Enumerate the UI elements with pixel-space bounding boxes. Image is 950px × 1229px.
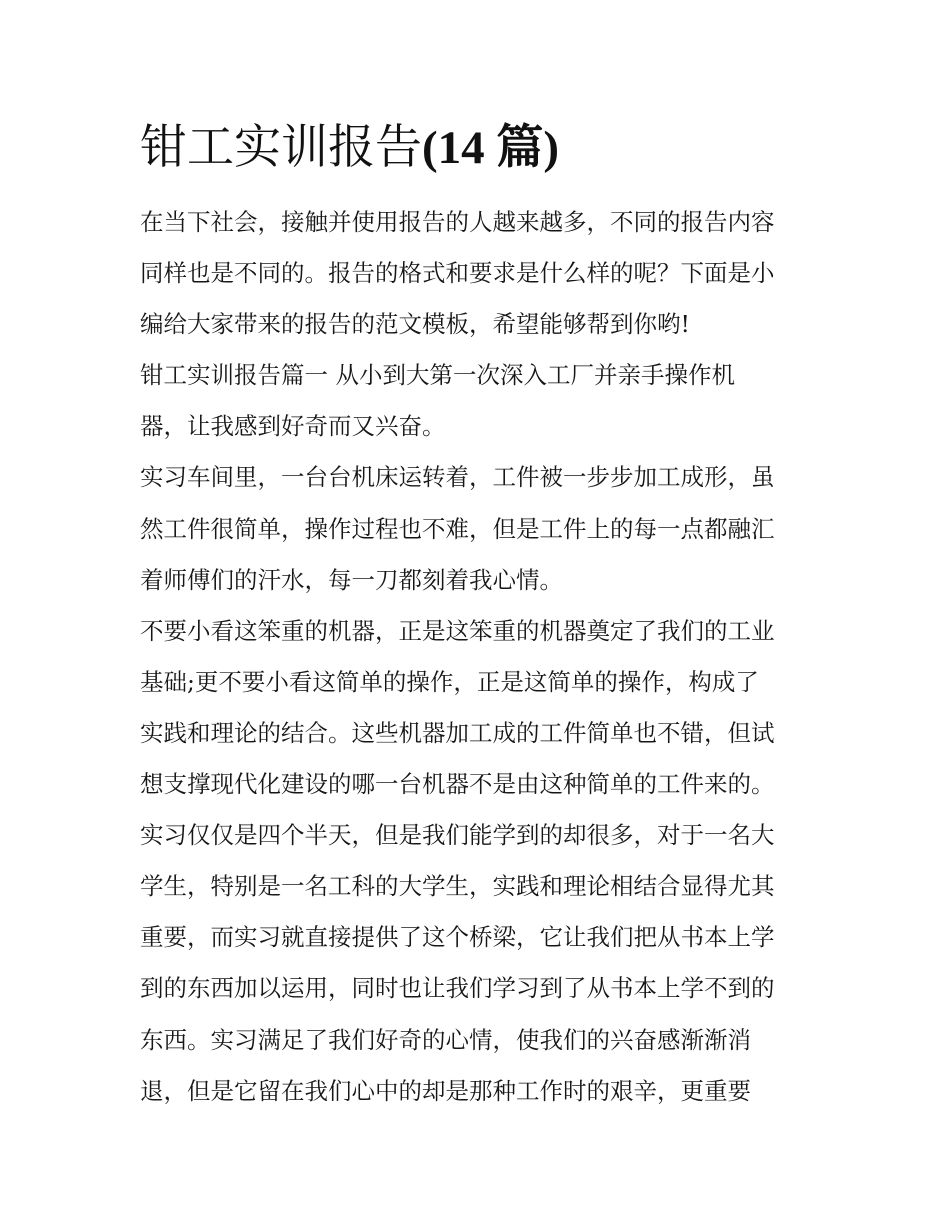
text-line: 基础;更不要小看这简单的操作，正是这简单的操作，构成了 [140, 667, 759, 696]
text-line: 实习仅仅是四个半天，但是我们能学到的却很多，对于一名大 [140, 821, 775, 850]
text-line: 退，但是它留在我们心中的却是那种工作时的艰辛，更重要 [140, 1076, 751, 1105]
text-line: 在当下社会，接触并使用报告的人越来越多，不同的报告内容 [140, 208, 775, 236]
title-main-text: 钳工实训报告 [140, 120, 422, 175]
document-body [140, 200, 812, 1120]
document-title [140, 118, 559, 178]
text-line: 实践和理论的结合。这些机器加工成的工件简单也不错，但试 [140, 718, 775, 747]
text-line: 然工件很简单，操作过程也不难，但是工件上的每一点都融汇 [140, 514, 775, 543]
text-line: 同样也是不同的。报告的格式和要求是什么样的呢？下面是小 [140, 259, 775, 288]
text-line: 编给大家带来的报告的范文模板，希望能够帮到你哟! [140, 310, 690, 339]
text-line: 着师傅们的汗水，每一刀都刻着我心情。 [140, 565, 563, 594]
text-line: 学生，特别是一名工科的大学生，实践和理论相结合显得尤其 [140, 872, 775, 901]
text-line: 实习车间里，一台台机床运转着，工件被一步步加工成形，虽 [140, 463, 775, 492]
text-line: 到的东西加以运用，同时也让我们学习到了从书本上学不到的 [140, 974, 775, 1003]
text-line: 不要小看这笨重的机器，正是这笨重的机器奠定了我们的工业 [140, 616, 775, 645]
text-line: 想支撑现代化建设的哪一台机器不是由这种简单的工件来的。 [140, 770, 775, 799]
title-count-text: (14 篇) [422, 122, 560, 174]
text-line: 东西。实习满足了我们好奇的心情，使我们的兴奋感渐渐消 [140, 1025, 751, 1054]
text-line: 钳工实训报告篇一 从小到大第一次深入工厂并亲手操作机 [140, 361, 735, 390]
text-line: 重要，而实习就直接提供了这个桥梁，它让我们把从书本上学 [140, 923, 775, 952]
text-line: 器，让我感到好奇而又兴奋。 [140, 412, 446, 441]
